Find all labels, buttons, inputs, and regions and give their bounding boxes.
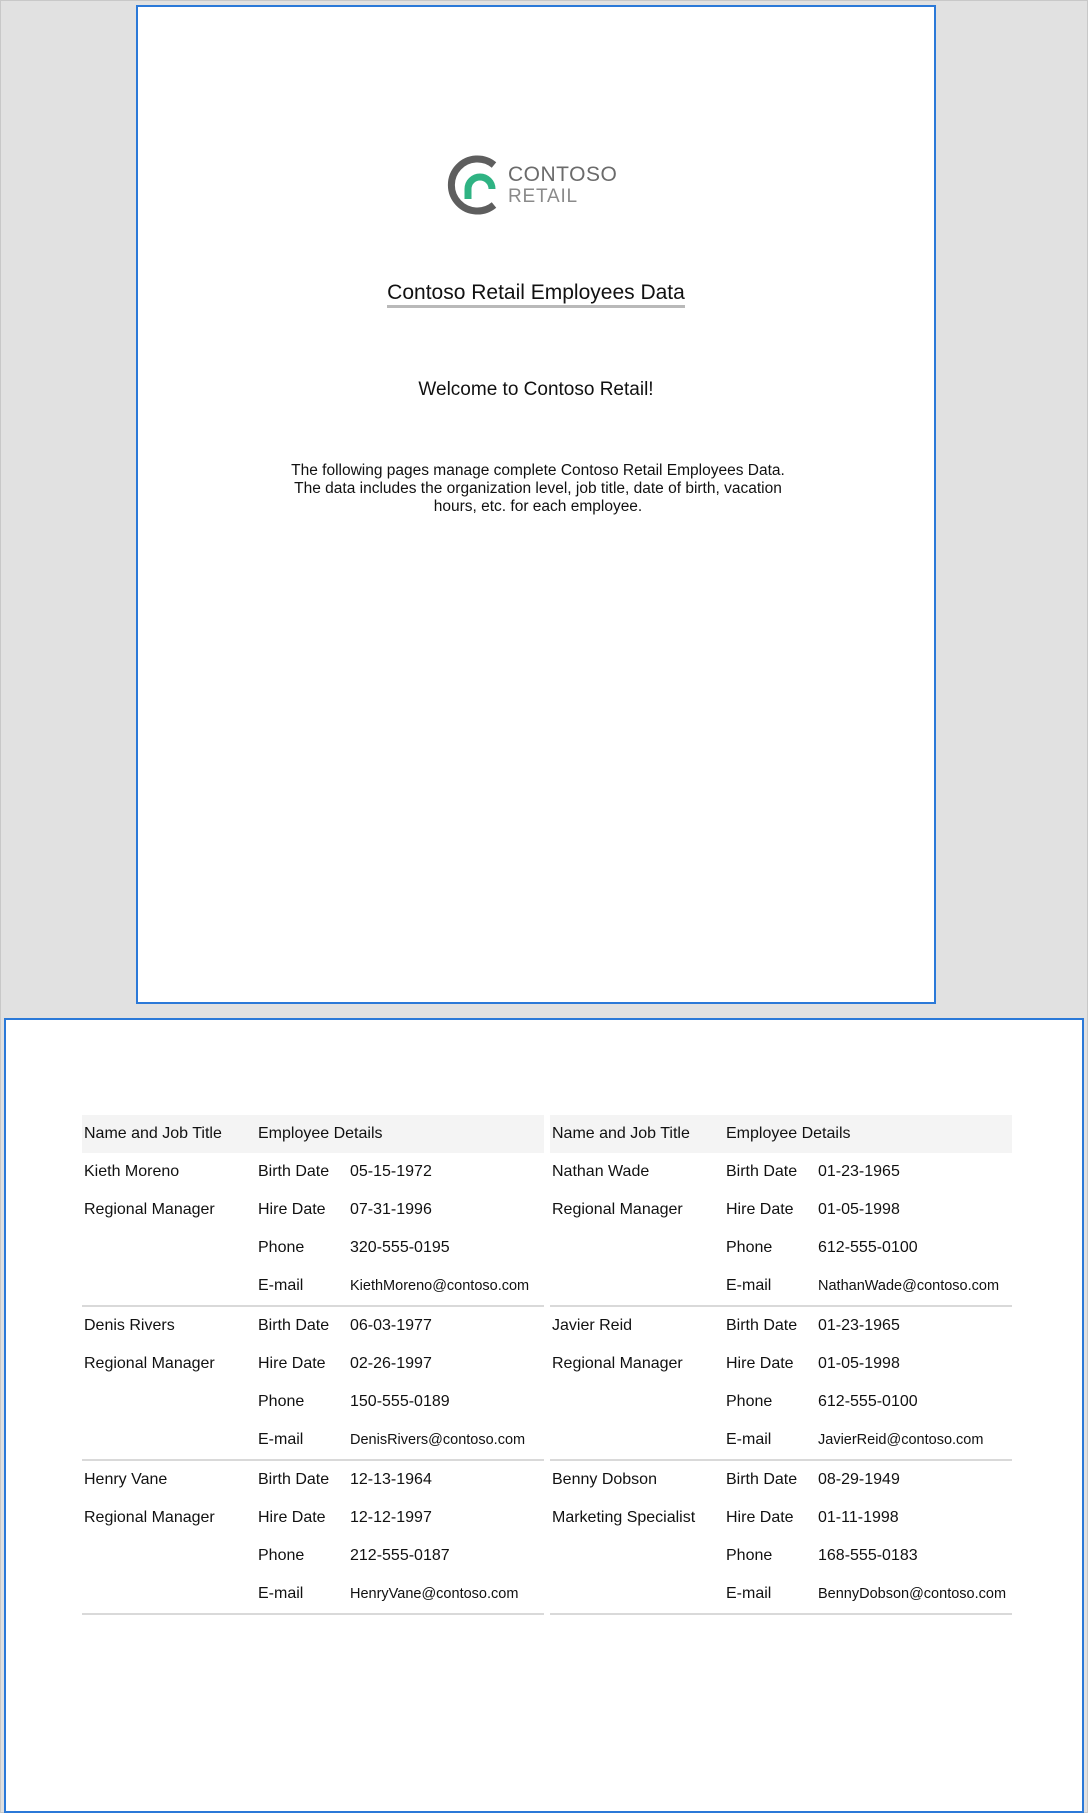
field-label-email: E-mail	[724, 1575, 816, 1614]
document-title	[138, 281, 934, 305]
field-label-hire: Hire Date	[258, 1509, 326, 1526]
field-label-email: E-mail	[256, 1575, 348, 1614]
field-label-hire: Hire Date	[726, 1201, 794, 1218]
field-value-email: BennyDobson@contoso.com	[816, 1575, 1012, 1614]
field-label-phone: Phone	[258, 1547, 305, 1564]
field-value-phone: 168-555-0183	[818, 1547, 918, 1564]
header-employee-details: Employee Details	[724, 1115, 1012, 1153]
employee-record-row	[82, 1306, 544, 1345]
employee-job-title: Regional Manager	[84, 1355, 215, 1372]
field-value-phone: 320-555-0195	[350, 1239, 450, 1256]
report-page-1	[136, 5, 936, 1004]
contoso-retail-logo	[444, 149, 624, 221]
employee-record-row	[550, 1191, 1012, 1229]
employee-name: Nathan Wade	[552, 1163, 650, 1180]
employee-record-row	[82, 1460, 544, 1499]
employee-record-row	[550, 1345, 1012, 1383]
employee-record-row	[550, 1499, 1012, 1537]
field-value-birth: 01-23-1965	[818, 1317, 900, 1334]
table-header-row	[82, 1115, 544, 1153]
header-name-job: Name and Job Title	[82, 1115, 256, 1153]
header-name-job: Name and Job Title	[550, 1115, 724, 1153]
employee-record-row	[550, 1153, 1012, 1191]
employee-job-title: Regional Manager	[84, 1201, 215, 1218]
field-label-birth: Birth Date	[726, 1317, 798, 1334]
employee-record-row	[550, 1537, 1012, 1575]
field-value-phone: 612-555-0100	[818, 1239, 918, 1256]
employee-table-right	[550, 1115, 1012, 1615]
field-value-email: NathanWade@contoso.com	[816, 1267, 1012, 1306]
field-value-hire: 02-26-1997	[350, 1355, 432, 1372]
field-label-email: E-mail	[724, 1421, 816, 1460]
field-value-email: HenryVane@contoso.com	[348, 1575, 544, 1614]
empty-cell	[550, 1421, 724, 1460]
field-label-birth: Birth Date	[726, 1471, 798, 1488]
field-label-hire: Hire Date	[258, 1201, 326, 1218]
table-header-row	[550, 1115, 1012, 1153]
employee-record-row	[82, 1383, 544, 1421]
document-title-text: Contoso Retail Employees Data	[387, 281, 685, 308]
field-value-phone: 212-555-0187	[350, 1547, 450, 1564]
employee-record-row	[82, 1499, 544, 1537]
employee-record-row	[550, 1383, 1012, 1421]
employee-record-row	[82, 1229, 544, 1267]
employee-name: Denis Rivers	[84, 1317, 175, 1334]
field-label-phone: Phone	[258, 1239, 305, 1256]
empty-cell	[82, 1229, 256, 1267]
field-value-birth: 06-03-1977	[350, 1317, 432, 1334]
employee-table-left	[82, 1115, 544, 1615]
employee-record-row	[550, 1306, 1012, 1345]
employee-record-row	[82, 1191, 544, 1229]
field-value-birth: 08-29-1949	[818, 1471, 900, 1488]
employee-name: Benny Dobson	[552, 1471, 657, 1488]
employee-job-title: Regional Manager	[552, 1355, 683, 1372]
logo-word-contoso: CONTOSO	[508, 163, 618, 186]
field-label-birth: Birth Date	[258, 1163, 330, 1180]
employee-record-row	[82, 1153, 544, 1191]
field-value-birth: 01-23-1965	[818, 1163, 900, 1180]
employee-record-row	[550, 1229, 1012, 1267]
field-value-hire: 12-12-1997	[350, 1509, 432, 1526]
field-value-hire: 01-11-1998	[818, 1509, 899, 1526]
contoso-c-logo-icon	[444, 149, 504, 221]
field-value-email: JavierReid@contoso.com	[816, 1421, 1012, 1460]
empty-cell	[550, 1575, 724, 1614]
field-label-email: E-mail	[724, 1267, 816, 1306]
employee-record-row	[82, 1267, 544, 1306]
employee-record-row	[550, 1421, 1012, 1460]
employee-name: Javier Reid	[552, 1317, 633, 1334]
empty-cell	[82, 1575, 256, 1614]
field-value-phone: 150-555-0189	[350, 1393, 450, 1410]
empty-cell	[550, 1383, 724, 1421]
employee-record-row	[550, 1460, 1012, 1499]
field-label-email: E-mail	[256, 1421, 348, 1460]
logo-word-retail: RETAIL	[508, 186, 578, 207]
empty-cell	[82, 1537, 256, 1575]
field-value-hire: 07-31-1996	[350, 1201, 432, 1218]
field-label-birth: Birth Date	[258, 1317, 330, 1334]
field-label-phone: Phone	[726, 1239, 773, 1256]
field-label-phone: Phone	[726, 1547, 773, 1564]
empty-cell	[82, 1421, 256, 1460]
empty-cell	[550, 1229, 724, 1267]
field-label-birth: Birth Date	[726, 1163, 798, 1180]
field-label-hire: Hire Date	[726, 1355, 794, 1372]
employee-name: Kieth Moreno	[84, 1163, 180, 1180]
employee-name: Henry Vane	[84, 1471, 168, 1488]
empty-cell	[82, 1383, 256, 1421]
empty-cell	[82, 1267, 256, 1306]
field-label-email: E-mail	[256, 1267, 348, 1306]
field-label-birth: Birth Date	[258, 1471, 330, 1488]
empty-cell	[550, 1537, 724, 1575]
welcome-heading: Welcome to Contoso Retail!	[418, 379, 654, 400]
header-employee-details: Employee Details	[256, 1115, 544, 1153]
employee-record-row	[550, 1267, 1012, 1306]
employee-job-title: Regional Manager	[84, 1509, 215, 1526]
employee-record-row	[82, 1421, 544, 1460]
employee-record-row	[82, 1345, 544, 1383]
employee-record-row	[82, 1537, 544, 1575]
report-page-2	[4, 1018, 1084, 1813]
field-value-birth: 12-13-1964	[350, 1471, 432, 1488]
field-value-email: KiethMoreno@contoso.com	[348, 1267, 544, 1306]
field-value-email: DenisRivers@contoso.com	[348, 1421, 544, 1460]
employee-record-row	[550, 1575, 1012, 1614]
intro-paragraph: The following pages manage complete Contoso Retail Employees Data. The data includes the organization level, job title, date of birth, vacation hours, etc. for each employee.	[291, 462, 785, 515]
employee-job-title: Regional Manager	[552, 1201, 683, 1218]
field-value-phone: 612-555-0100	[818, 1393, 918, 1410]
field-label-hire: Hire Date	[258, 1355, 326, 1372]
field-value-hire: 01-05-1998	[818, 1355, 900, 1372]
field-label-phone: Phone	[726, 1393, 773, 1410]
field-value-hire: 01-05-1998	[818, 1201, 900, 1218]
empty-cell	[550, 1267, 724, 1306]
field-label-hire: Hire Date	[726, 1509, 794, 1526]
employee-job-title: Marketing Specialist	[552, 1509, 696, 1526]
field-value-birth: 05-15-1972	[350, 1163, 432, 1180]
employee-record-row	[82, 1575, 544, 1614]
field-label-phone: Phone	[258, 1393, 305, 1410]
